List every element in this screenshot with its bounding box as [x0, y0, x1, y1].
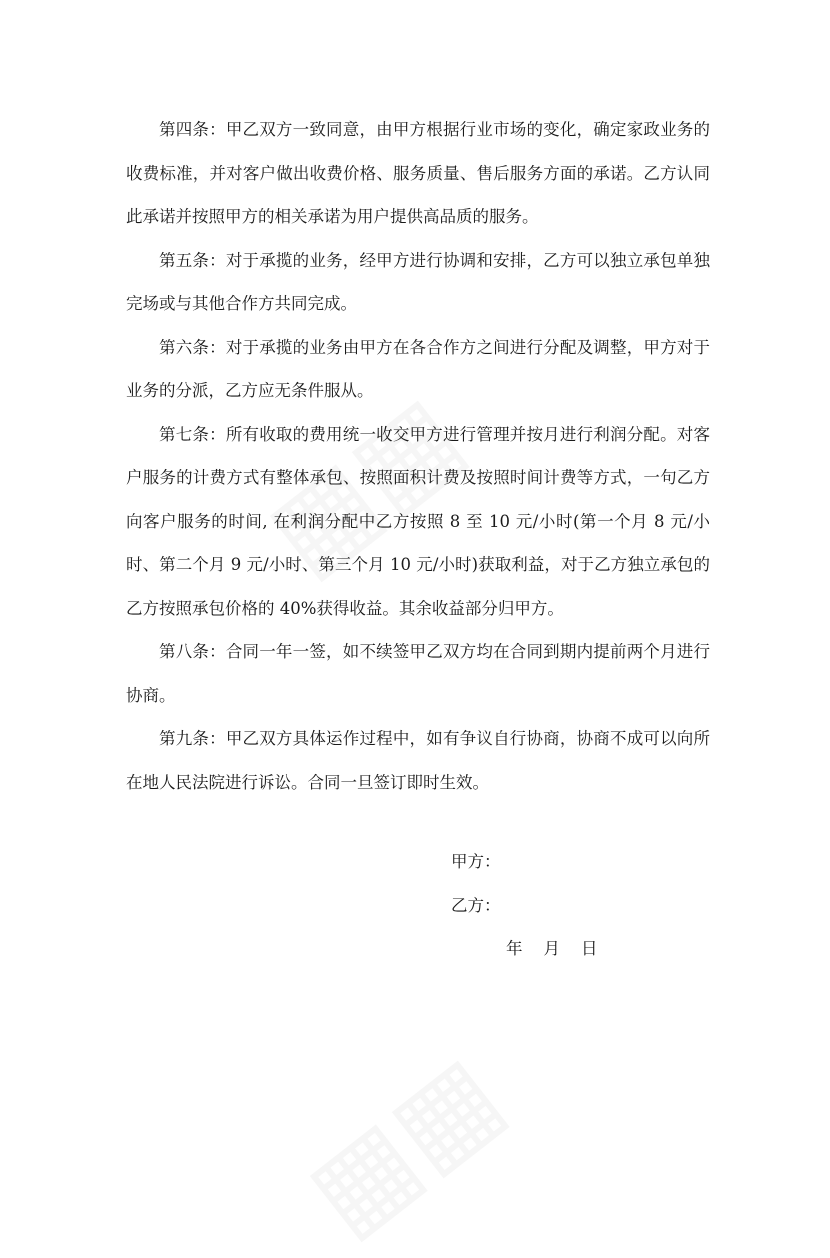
party-b-signature-line: 乙方： — [451, 896, 501, 915]
clause-4: 第四条：甲乙双方一致同意，由甲方根据行业市场的变化，确定家政业务的收费标准，并对客户做出收费价格、服务质量、售后服务方面的承诺。乙方认同此承诺并按照甲方的相关承诺为用户提供高品质的服务。 — [126, 120, 710, 226]
clause-9: 第九条：甲乙双方具体运作过程中，如有争议自行协商，协商不成可以向所在地人民法院进行诉讼。合同一旦签订即时生效。 — [126, 729, 710, 792]
clause-6: 第六条：对于承揽的业务由甲方在各合作方之间进行分配及调整，甲方对于业务的分派，乙方应无条件服从。 — [126, 337, 710, 400]
clause-5: 第五条：对于承揽的业务，经甲方进行协调和安排，乙方可以独立承包单独完场或与其他合作方共同完成。 — [126, 250, 710, 313]
signing-date-line: 年 月 日 — [506, 939, 598, 958]
clause-7: 第七条：所有收取的费用统一收交甲方进行管理并按月进行利润分配。对客户服务的计费方式有整体承包、按照面积计费及按照时间计费等方式，一句乙方向客户服务的时间, 在利润分配中乙方按照 8 至 10 元/小时(第一个月 8 元/小时、第二个月 9 元/小时、第三个月 10 元/小时)获取利益，对于乙方独立承包的乙方按照承包价格的 40%获得收益。其余收益部分归甲方。 — [126, 424, 710, 618]
contract-body — [126, 108, 710, 804]
party-a-signature-line: 甲方： — [451, 852, 501, 871]
watermark — [283, 1030, 526, 1258]
clause-8: 第八条：合同一年一签，如不续签甲乙双方均在合同到期内提前两个月进行协商。 — [126, 642, 710, 705]
